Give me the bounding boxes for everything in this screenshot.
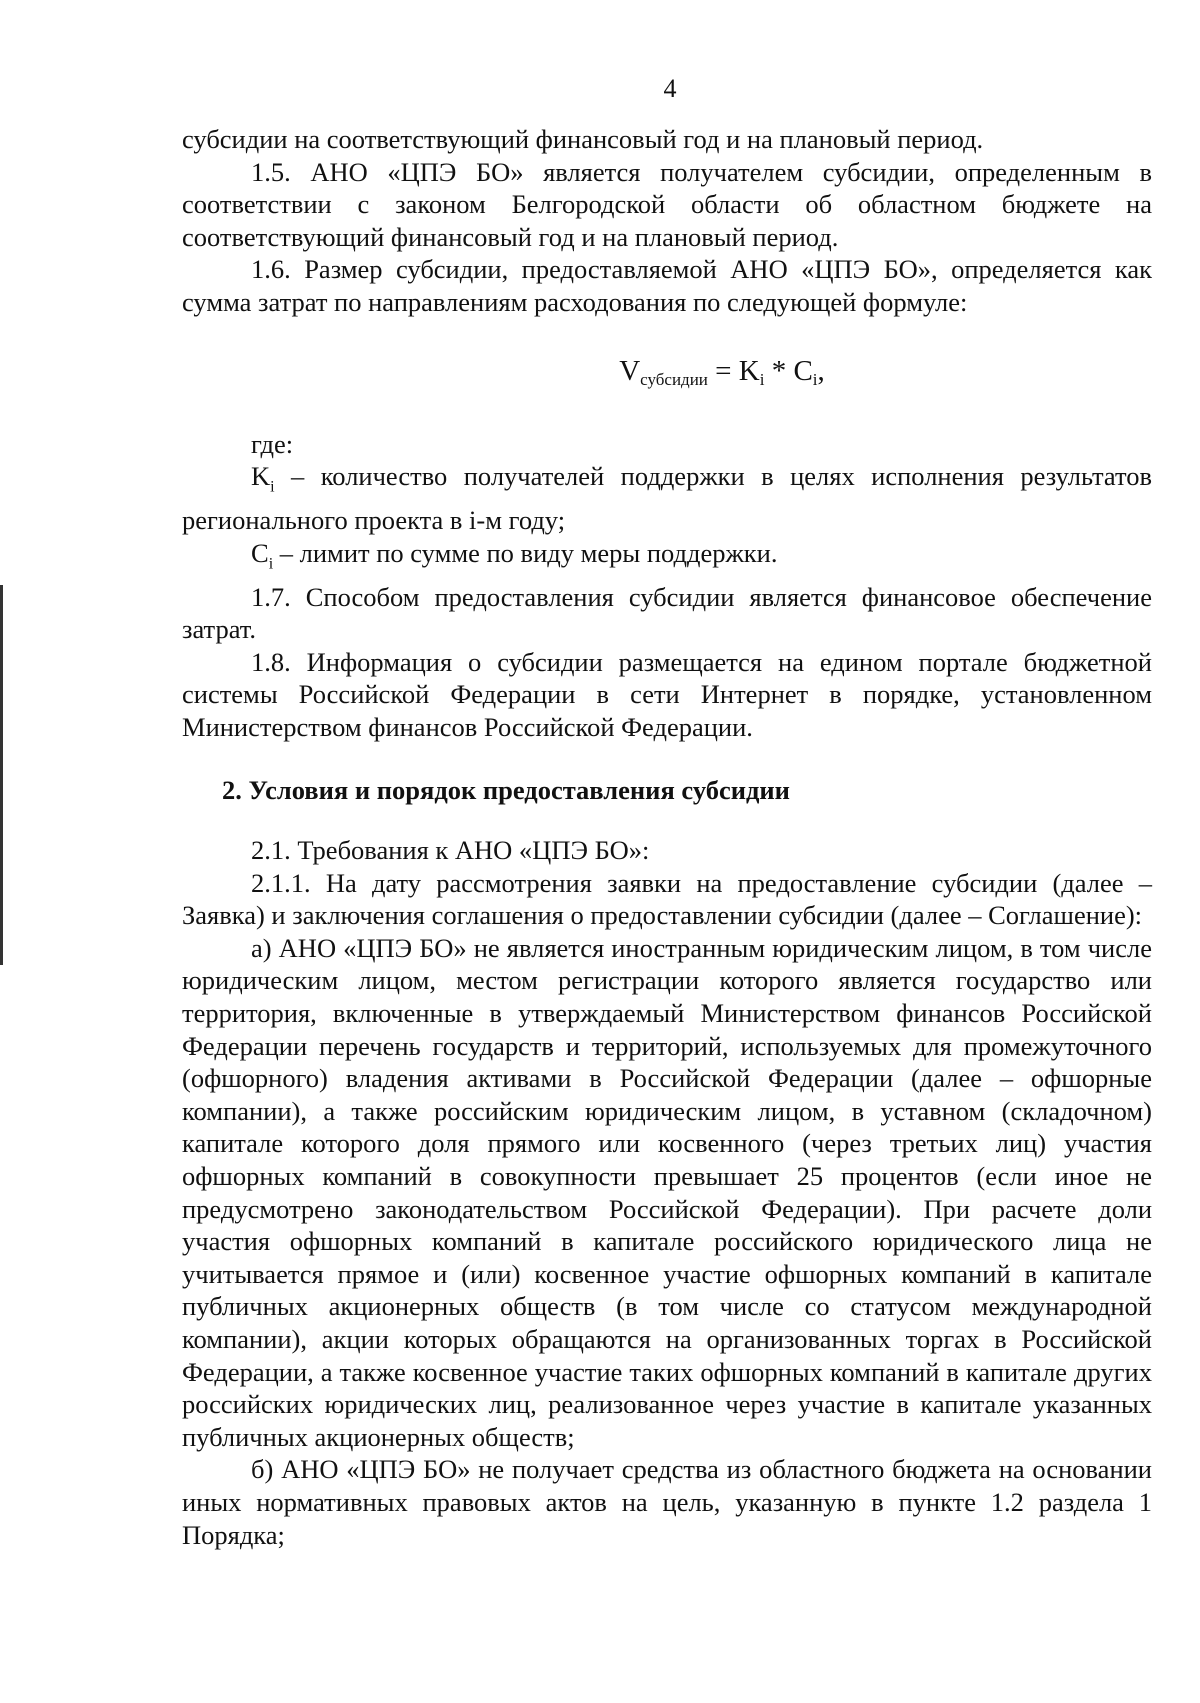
paragraph-continuation: субсидии на соответствующий финансовый год и на плановый период.: [182, 124, 984, 154]
paragraph-1-5: 1.5. АНО «ЦПЭ БО» является получателем субсидии, определенным в соответствии с законом Белгородской области об областном бюджете на соответствующий финансовый год и на плановый период.: [182, 156, 1152, 252]
formula-k-subscript: i: [759, 369, 765, 389]
ki-symbol: K: [251, 461, 271, 492]
where-label: где:: [251, 428, 294, 459]
ci-symbol: C: [251, 537, 269, 568]
paragraph-1-7: 1.7. Способом предоставления субсидии является финансовое обеспечение затрат.: [182, 581, 1152, 645]
ci-subscript: i: [268, 554, 274, 572]
paragraph-b: б) АНО «ЦПЭ БО» не получает средства из областного бюджета на основании иных нормативных правовых актов на цель, указанную в пункте 1.2 раздела 1 Порядка;: [182, 1454, 1152, 1550]
definition-ki: [182, 460, 1152, 536]
formula-times-c: * C: [764, 354, 813, 387]
section-2-heading: 2. Условия и порядок предоставления субсидии: [222, 774, 790, 805]
ki-subscript: i: [270, 478, 275, 496]
definition-ci: [182, 537, 1152, 581]
formula-v-subscript: субсидии: [640, 369, 708, 389]
paragraph-1-6: 1.6. Размер субсидии, предоставляемой АНО «ЦПЭ БО», определяется как сумма затрат по направлениям расходования по следующей формуле:: [182, 254, 1152, 317]
subsidy-formula: [182, 351, 1152, 400]
formula-c-subscript: i: [812, 369, 818, 389]
ci-definition-text: – лимит по сумме по виду меры поддержки.: [273, 537, 778, 568]
page-number: 4: [663, 74, 677, 103]
paragraph-1-8: 1.8. Информация о субсидии размещается на едином портале бюджетной системы Российской Федерации в сети Интернет в порядке, установленном Министерством финансов Российской Федерации.: [182, 646, 1152, 742]
ki-definition-text: – количество получателей поддержки в целях исполнения результатов регионального проекта в i-м году;: [182, 461, 1152, 536]
formula-comma: ,: [817, 354, 825, 387]
paragraph-2-1-1: 2.1.1. На дату рассмотрения заявки на предоставление субсидии (далее – Заявка) и заключения соглашения о предоставлении субсидии (далее – Соглашение):: [182, 867, 1152, 931]
paragraph-2-1: 2.1. Требования к АНО «ЦПЭ БО»:: [251, 835, 650, 866]
document-body: [182, 123, 1152, 1551]
scan-edge-mark: [0, 585, 3, 965]
formula-equals-k: = K: [715, 354, 760, 387]
paragraph-a: а) АНО «ЦПЭ БО» не является иностранным юридическим лицом, в том числе юридическим лицом, местом регистрации которого является государство или территория, включенные в утверждаемый Министерством финансов Российской Федерации перечень государств и территорий, используемых для промежуточного (офшорного) владения активами в Российской Федерации (далее – офшорные компании), а также российским юридическим лицом, в уставном (складочном) капитале которого доля прямого или косвенного (через третьих лиц) участия офшорных компаний в совокупности превышает 25 процентов (если иное не предусмотрено законодательством Российской Федерации). При расчете доли участия офшорных компаний в капитале российского юридического лица не учитывается прямое и (или) косвенное участие офшорных компаний в капитале публичных акционерных обществ (в том числе со статусом международной компании), акции которых обращаются на организованных торгах в Российской Федерации, а также косвенное участие таких офшорных компаний в капитале других российских юридических лиц, реализованное через участие в капитале указанных публичных акционерных обществ;: [182, 932, 1152, 1452]
formula-v: V: [619, 354, 641, 387]
